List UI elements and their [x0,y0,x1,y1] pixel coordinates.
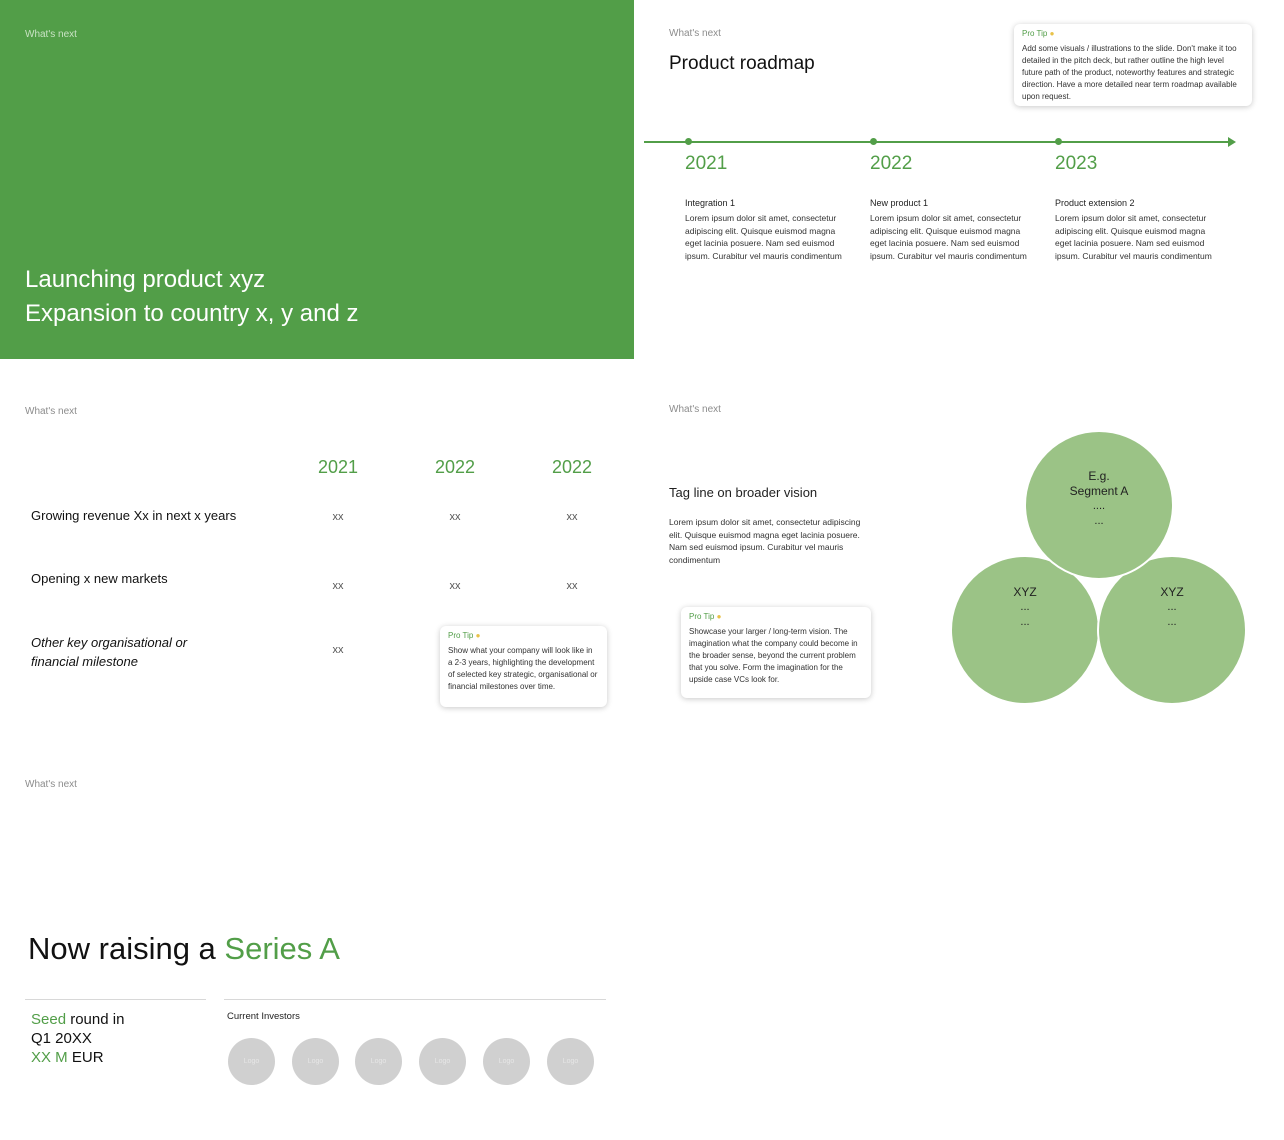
seed-quarter: Q1 20XX [31,1030,92,1047]
vision-body: Lorem ipsum dolor sit amet, consectetur adipiscing elit. Quisque euismod magna eget lacinia posuere. Nam sed euismod ipsum. Curabitur vel mauris condimentum [669,517,861,565]
pro-tip-header [448,630,599,642]
pro-tip-header [689,611,863,623]
investor-logo: Logo [228,1038,275,1085]
section-label: What's next [669,404,721,415]
pro-tip-text: Show what your company will look like in a 2-3 years, highlighting the development of selected key strategic, organisational or financial milestones over time. [448,646,598,691]
seed-amount: XX M [31,1049,68,1066]
timeline-arrow-icon [1228,137,1236,147]
seed-rest: round in [66,1011,125,1028]
investor-logo: Logo [355,1038,402,1085]
raise-headline [28,931,340,967]
pro-tip-label: Pro Tip [448,631,474,640]
pro-tip-text: Showcase your larger / long-term vision. The imagination what the company could become in the broader sense, beyond the current problem that you solve. Form the imagination for the upside case VCs look for. [689,627,858,684]
tagline: Tag line on broader vision [669,485,818,500]
column-header: 2022 [434,457,476,477]
lightbulb-icon: ● [1049,29,1055,38]
milestone-body: Lorem ipsum dolor sit amet, consectetur adipiscing elit. Quisque euismod magna eget lacinia posuere. Nam sed euismod ipsum. Curabitur vel mauris condimentum [1055,213,1212,261]
milestone-year: 2021 [685,153,728,174]
headline [25,263,359,331]
milestone-name: New product 1 [870,198,929,208]
table-cell: xx [332,644,344,656]
investor-logo: Logo [419,1038,466,1085]
segment-circle [1097,555,1247,705]
seed-amount-line [31,1048,124,1067]
page-title: Product roadmap [669,53,815,74]
milestone [870,153,1030,262]
circle-line: ... [1020,601,1030,613]
investor-logo: Logo [547,1038,594,1085]
circle-line: XYZ [1160,585,1184,599]
section-label: What's next [669,28,721,39]
table-cell: xx [449,511,461,523]
circle-line: ... [1020,616,1030,628]
milestone [1055,153,1215,262]
headline-line-1: Launching product xyz [25,266,266,293]
slide-now-raising [0,768,634,1140]
slide-milestones-table [0,395,634,745]
timeline-line [644,141,1230,143]
table-cell: xx [566,580,578,592]
divider [25,999,206,1000]
raise-prefix: Now raising a [28,931,225,966]
circle-line: Segment A [1069,484,1129,498]
investor-logo: Logo [292,1038,339,1085]
circle-line: E.g. [1088,469,1110,483]
investor-logo: Logo [483,1038,530,1085]
pro-tip-card [440,626,607,707]
section-label: What's next [25,779,77,790]
table-cell: xx [566,511,578,523]
section-label: What's next [25,29,77,40]
pro-tip-label: Pro Tip [689,612,715,621]
circle-line: ... [1094,515,1104,527]
lightbulb-icon: ● [716,612,722,621]
circle-line: ... [1167,616,1177,628]
circle-line: ... [1167,601,1177,613]
circle-line: .... [1092,500,1106,512]
slide-whats-next-launch [0,0,634,359]
raise-round: Series A [224,931,340,966]
slide-product-roadmap [644,0,1284,359]
seed-line [31,1010,124,1029]
lightbulb-icon: ● [475,631,481,640]
column-header: 2021 [317,457,359,477]
divider [224,999,606,1000]
timeline-dot [870,138,877,145]
milestone-body: Lorem ipsum dolor sit amet, consectetur adipiscing elit. Quisque euismod magna eget lacinia posuere. Nam sed euismod ipsum. Curabitur vel mauris condimentum [870,213,1027,261]
headline-line-2: Expansion to country x, y and z [25,300,359,327]
circle-line: XYZ [1013,585,1037,599]
pro-tip-card [681,607,871,698]
table-cell: xx [449,580,461,592]
row-label: Opening x new markets [31,571,168,586]
column-header: 2022 [551,457,593,477]
milestone-name: Integration 1 [685,198,736,208]
section-label: What's next [25,406,77,417]
seed-currency: EUR [67,1049,104,1066]
milestone [685,153,845,262]
milestone-year: 2022 [870,153,913,174]
table-cell: xx [332,511,344,523]
seed-accent: Seed [31,1011,67,1028]
pro-tip-label: Pro Tip [1022,29,1048,38]
investors-label: Current Investors [227,1011,300,1022]
slide-broader-vision [644,395,1284,745]
pro-tip-text: Add some visuals / illustrations to the slide. Don't make it too detailed in the pitch deck, but rather outline the high level future path of the product, noteworthy features and strategic direction. Have a more detailed near term roadmap available upon request. [1022,44,1237,101]
milestone-name: Product extension 2 [1055,198,1135,208]
timeline-dot [685,138,692,145]
pro-tip-card [1014,24,1252,106]
milestone-body: Lorem ipsum dolor sit amet, consectetur adipiscing elit. Quisque euismod magna eget lacinia posuere. Nam sed euismod ipsum. Curabitur vel mauris condimentum [685,213,842,261]
timeline-dot [1055,138,1062,145]
row-label: Other key organisational or financial milestone [31,635,188,669]
table-cell: xx [332,580,344,592]
seed-round-info [31,1010,124,1067]
segment-circle [950,555,1100,705]
row-label: Growing revenue Xx in next x years [31,508,237,523]
milestone-year: 2023 [1055,153,1098,174]
segment-circle-primary [1024,430,1174,580]
pro-tip-header [1022,28,1244,40]
